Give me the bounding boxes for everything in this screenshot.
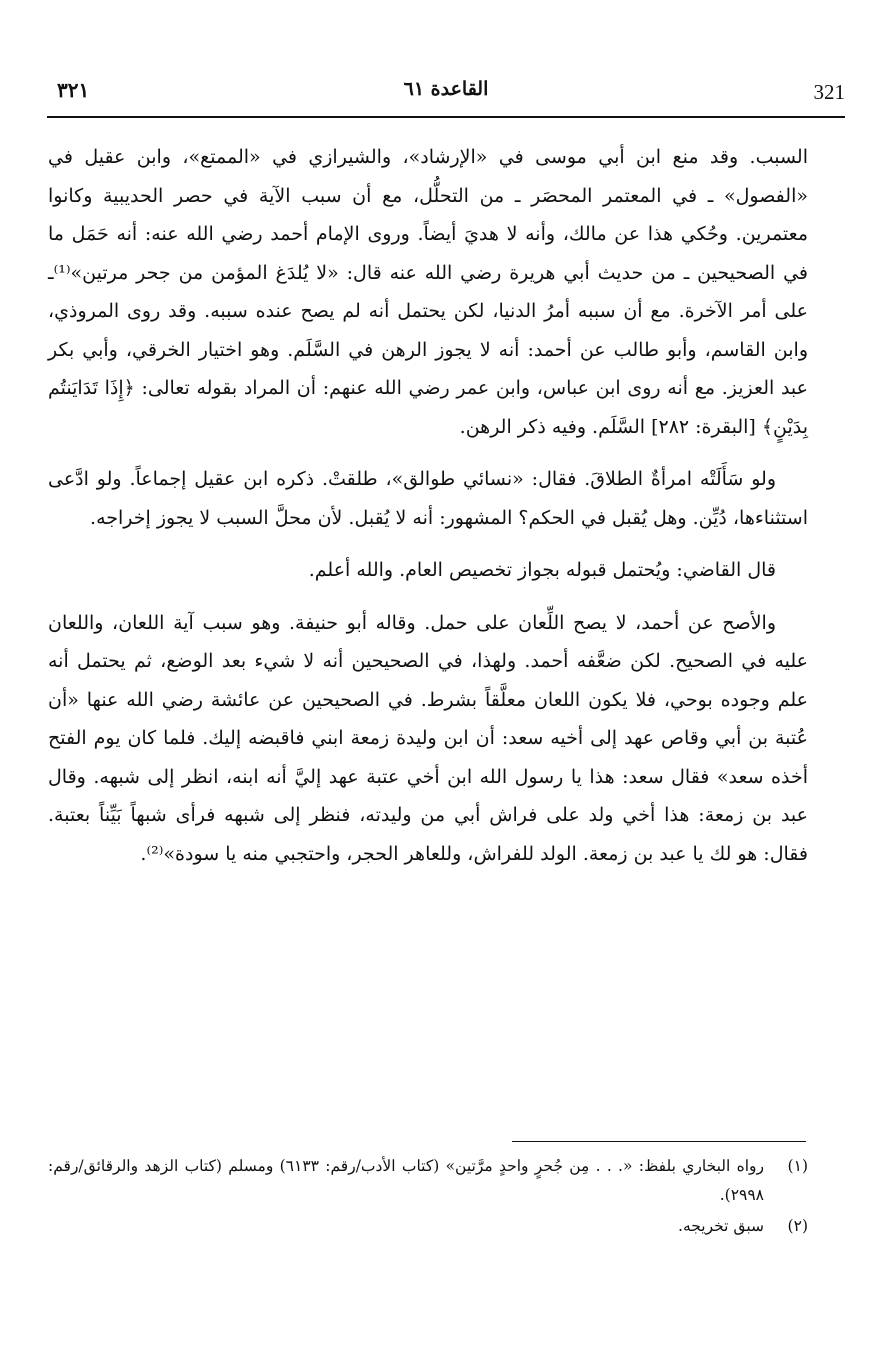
header-divider (47, 116, 845, 118)
main-text (48, 138, 808, 887)
page-number-latin: 321 (813, 80, 845, 104)
paragraph-1: السبب. وقد منع ابن أبي موسى في «الإرشاد»، والشيرازي في «الممتع»، وابن عقيل في «الفصول» ـ في المعتمر المحصَر ـ من التحلُّل، مع أن سبب الآية في حصر الحديبية وكانوا معتمرين. وحُكي هذا عن مالك، وأنه لا هديَ أيضاً. وروى الإمام أحمد رضي الله عنه: أنه حَمَل ما في الصحيحين ـ من حديث أبي هريرة رضي الله عنه قال: «لا يُلدَغ المؤمن من جحر مرتين»⁽¹⁾ـ على أمر الآخرة. مع أن سببه أمرُ الدنيا، لكن يحتمل أنه لم يصح عنده سببه. وقد روى المروذي، وابن القاسم، وأبو طالب عن أحمد: أنه لا يجوز الرهن في السَّلَم. وهو اختيار الخرقي، وأبي بكر عبد العزيز. مع أنه روى ابن عباس، وابن عمر رضي الله عنهم: أن المراد بقوله تعالى: ﴿إِذَا تَدَايَنتُم بِدَيْنٍ﴾ [البقرة: ٢٨٢] السَّلَم. وفيه ذكر الرهن. (48, 146, 808, 438)
footnote-text: سبق تخريجه. (678, 1217, 764, 1235)
footnote-number: (٢) (787, 1217, 808, 1235)
footnote-number: (١) (787, 1157, 808, 1175)
paragraph-2: ولو سَأَلَتْه امرأةٌ الطلاقَ. فقال: «نسائي طوالق»، طلقتْ. ذكره ابن عقيل إجماعاً. ولو ادَّعى استثناءها، دُيِّن. وهل يُقبل في الحكم؟ المشهور: أنه لا يُقبل. لأن محلَّ السبب لا يجوز إخراجه. (48, 468, 808, 529)
footnotes (48, 1152, 808, 1243)
paragraph-4: والأصح عن أحمد، لا يصح اللِّعان على حمل. وقاله أبو حنيفة. وهو سبب آية اللعان، واللعان عليه في الصحيح. لكن ضعَّفه أحمد. ولهذا، في الصحيحين أنه لا شيء بعد الوضع، ثم يحتمل أنه علم وجوده بوحي، فلا يكون اللعان معلَّقاً بشرط. في الصحيحين عن عائشة رضي الله عنها «أن عُتبة بن أبي وقاص عهد إلى أخيه سعد: أن ابن وليدة زمعة ابني فاقبضه إليك. فلما كان يوم الفتح أخذه سعد» فقال سعد: هذا يا رسول الله ابن أخي عتبة عهد إليَّ أنه ابنه، انظر إلى شبهه. وقال عبد بن زمعة: هذا أخي ولد على فراش أبي من وليدته، فنظر إلى شبهه فرأى شبهاً بَيِّناً بعتبة. فقال: هو لك يا عبد بن زمعة. الولد للفراش، وللعاهر الحجر، واحتجبي منه يا سودة»⁽²⁾. (48, 611, 808, 865)
footnote-divider (512, 1141, 806, 1142)
footnote-2 (48, 1212, 808, 1241)
chapter-title: القاعدة ٦١ (403, 78, 489, 100)
paragraph-3: قال القاضي: ويُحتمل قبوله بجواز تخصيص العام. والله أعلم. (308, 559, 776, 581)
page-header (47, 78, 845, 112)
footnote-1 (48, 1152, 808, 1210)
page-number-arabic: ٣٢١ (57, 78, 90, 102)
footnote-text: رواه البخاري بلفظ: «. . . مِن جُحرٍ واحدٍ مرَّتين» (كتاب الأدب/رقم: ٦١٣٣) ومسلم (كتاب الزهد والرقائق/رقم: ٢٩٩٨). (48, 1157, 764, 1204)
